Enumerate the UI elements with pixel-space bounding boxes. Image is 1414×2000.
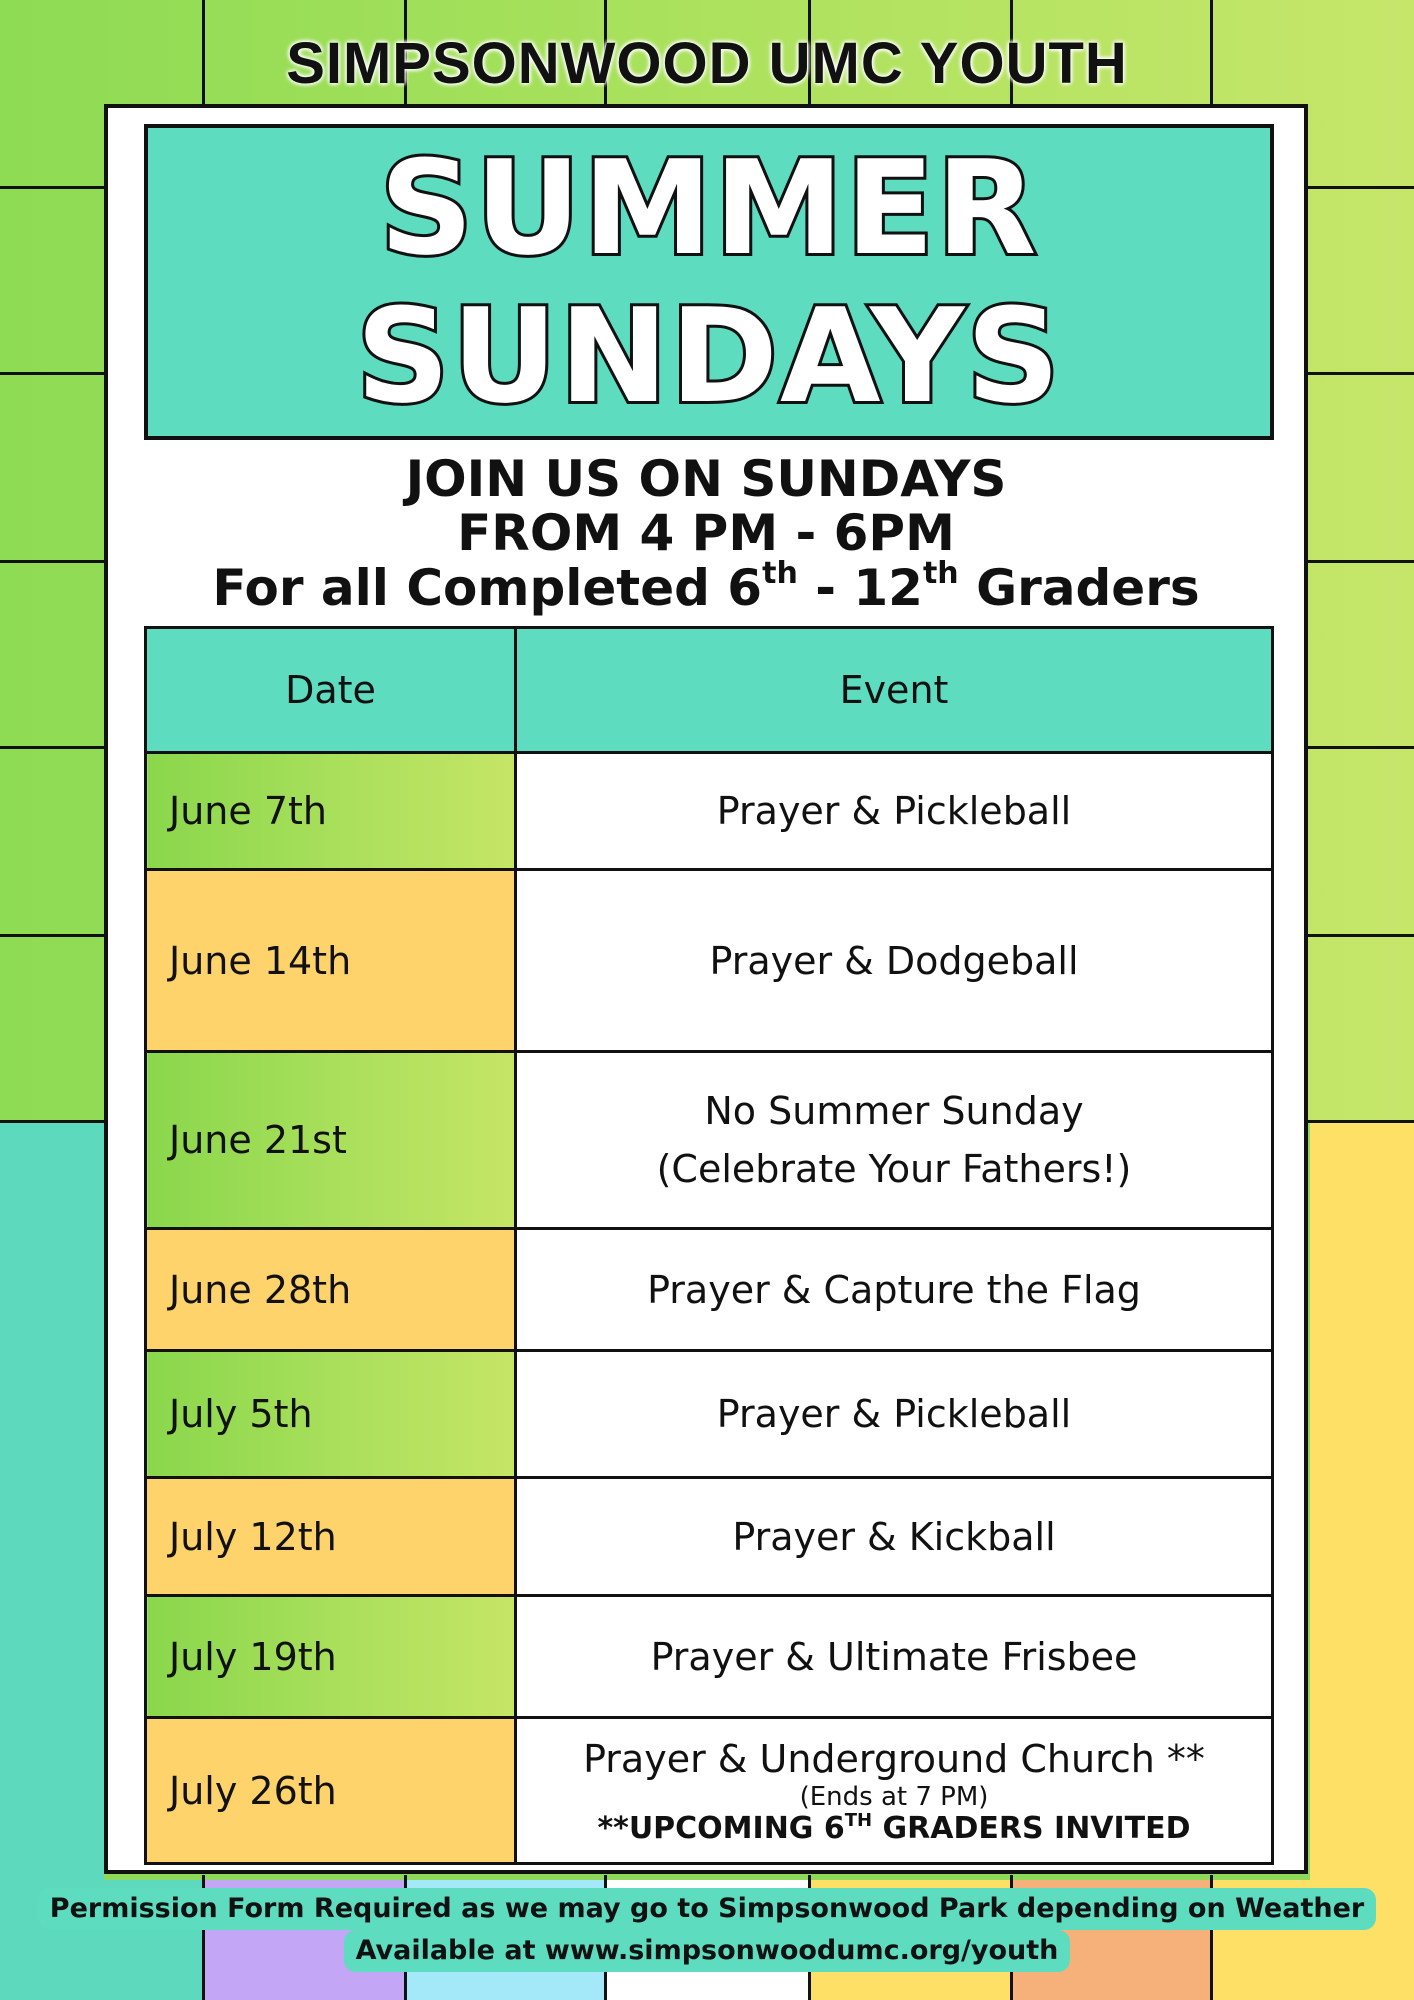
row-date: June 21st — [146, 1052, 516, 1229]
table-row — [146, 1478, 1273, 1596]
event-line-1: No Summer Sunday — [704, 1089, 1084, 1133]
table-row — [146, 870, 1273, 1052]
table-row — [146, 1351, 1273, 1478]
permission-note: Permission Form Required as we may go to Simpsonwood Park depending on Weather — [38, 1888, 1376, 1930]
row-event: Prayer & Dodgeball — [516, 870, 1273, 1052]
table-row — [146, 753, 1273, 870]
intro-line-1: JOIN US ON SUNDAYS — [405, 450, 1007, 508]
row-event: Prayer & Ultimate Frisbee — [516, 1596, 1273, 1718]
event-column-header: Event — [516, 628, 1273, 753]
event-line-1: Prayer & Underground Church ** — [583, 1736, 1205, 1781]
title-line-1: SUMMER — [379, 132, 1039, 284]
row-event: Prayer & Pickleball — [516, 753, 1273, 870]
table-row — [146, 1229, 1273, 1351]
row-date: July 5th — [146, 1351, 516, 1478]
event-note: (Ends at 7 PM) — [799, 1781, 989, 1812]
row-event — [516, 1052, 1273, 1229]
row-event: Prayer & Pickleball — [516, 1351, 1273, 1478]
organization-header: SIMPSONWOOD UMC YOUTH — [286, 31, 1128, 96]
table-row — [146, 1052, 1273, 1229]
event-line-2: (Celebrate Your Fathers!) — [656, 1147, 1132, 1191]
schedule-table — [144, 626, 1274, 1865]
title-box — [144, 124, 1274, 440]
intro-line-2: FROM 4 PM - 6PM — [457, 504, 955, 562]
event-invite-note: **UPCOMING 6TH GRADERS INVITED — [597, 1809, 1191, 1846]
row-date: June 28th — [146, 1229, 516, 1351]
table-row — [146, 1718, 1273, 1864]
table-row — [146, 1596, 1273, 1718]
form-link[interactable]: Available at www.simpsonwoodumc.org/youth — [344, 1930, 1071, 1972]
row-date: July 19th — [146, 1596, 516, 1718]
intro-line-3: For all Completed 6th - 12th Graders — [212, 556, 1200, 617]
flyer-panel — [104, 104, 1308, 1874]
date-column-header: Date — [146, 628, 516, 753]
row-date: July 12th — [146, 1478, 516, 1596]
row-event: Prayer & Kickball — [516, 1478, 1273, 1596]
row-date: June 7th — [146, 753, 516, 870]
title-line-2: SUNDAYS — [356, 280, 1062, 432]
table-header-row — [146, 628, 1273, 753]
row-date: June 14th — [146, 870, 516, 1052]
row-event — [516, 1718, 1273, 1864]
row-date: July 26th — [146, 1718, 516, 1864]
row-event: Prayer & Capture the Flag — [516, 1229, 1273, 1351]
footer — [0, 1888, 1414, 1972]
intro-text — [108, 452, 1304, 616]
